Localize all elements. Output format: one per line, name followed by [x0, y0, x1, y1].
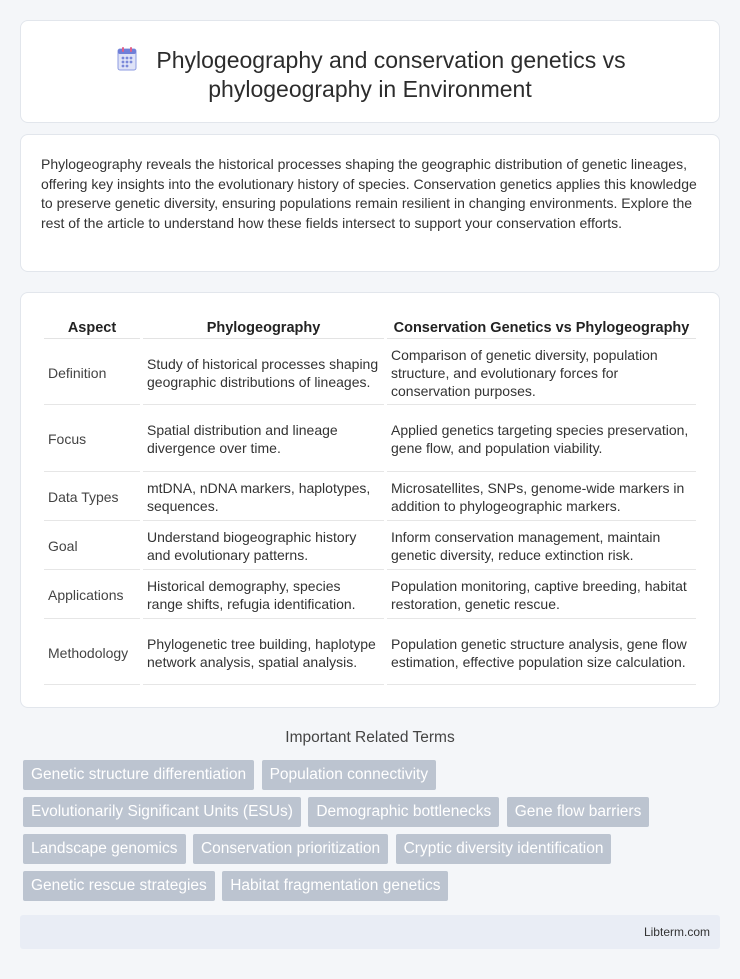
- related-term-tag[interactable]: Genetic structure differentiation: [23, 760, 254, 790]
- related-term-tag[interactable]: Gene flow barriers: [507, 797, 650, 827]
- table-row: [44, 572, 696, 619]
- table-row: [44, 407, 696, 472]
- title-line-2: phylogeography in Environment: [208, 76, 532, 102]
- related-terms-title: Important Related Terms: [285, 729, 455, 746]
- footer: [20, 915, 720, 949]
- table-cell: Applied genetics targeting species preservation, gene flow, and population viability.: [387, 407, 696, 472]
- comparison-table: [41, 315, 699, 687]
- column-header-phylogeography: Phylogeography: [143, 317, 384, 339]
- table-cell-aspect: Goal: [44, 523, 140, 570]
- table-cell: Inform conservation management, maintain genetic diversity, reduce extinction risk.: [387, 523, 696, 570]
- related-term-tag[interactable]: Landscape genomics: [23, 834, 186, 864]
- table-cell: Study of historical processes shaping geographic distributions of lineages.: [143, 341, 384, 405]
- intro-paragraph: Phylogeography reveals the historical processes shaping the geographic distribution of genetic lineages, offering key insights into the evolutionary history of species. Conservation genetics applies this knowledge to preserve genetic diversity, ensuring populations remain resilient in changing environments. Explore the rest of the article to understand how these fields intersect to support your conservation efforts.: [41, 156, 697, 231]
- table-cell: Phylogenetic tree building, haplotype network analysis, spatial analysis.: [143, 621, 384, 685]
- related-terms-list: [23, 760, 713, 908]
- table-row: [44, 474, 696, 521]
- column-header-conservation-genetics: Conservation Genetics vs Phylogeography: [387, 317, 696, 339]
- footer-site-link[interactable]: Libterm.com: [643, 925, 710, 939]
- tag-row: [23, 797, 713, 834]
- table-cell-aspect: Data Types: [44, 474, 140, 521]
- table-cell: Population genetic structure analysis, gene flow estimation, effective population size calculation.: [387, 621, 696, 685]
- table-cell-aspect: Focus: [44, 407, 140, 472]
- tag-row: [23, 871, 713, 908]
- table-row: [44, 621, 696, 685]
- page-title: [21, 46, 719, 104]
- table-cell: Microsatellites, SNPs, genome-wide markers in addition to phylogeographic markers.: [387, 474, 696, 521]
- related-term-tag[interactable]: Demographic bottlenecks: [308, 797, 499, 827]
- title-line-1: Phylogeography and conservation genetics vs: [156, 47, 626, 73]
- table-cell: Understand biogeographic history and evolutionary patterns.: [143, 523, 384, 570]
- related-term-tag[interactable]: Evolutionarily Significant Units (ESUs): [23, 797, 301, 827]
- comparison-table-card: [20, 292, 720, 708]
- tag-row: [23, 834, 713, 871]
- tag-row: [23, 760, 713, 797]
- column-header-aspect: Aspect: [44, 317, 140, 339]
- book-icon: [114, 46, 140, 72]
- table-row: [44, 341, 696, 405]
- intro-card: [20, 134, 720, 272]
- related-term-tag[interactable]: Habitat fragmentation genetics: [222, 871, 448, 901]
- table-cell-aspect: Applications: [44, 572, 140, 619]
- table-row: [44, 523, 696, 570]
- table-cell-aspect: Methodology: [44, 621, 140, 685]
- header-card: [20, 20, 720, 123]
- table-cell: Comparison of genetic diversity, population structure, and evolutionary forces for conservation purposes.: [387, 341, 696, 405]
- table-cell: Historical demography, species range shifts, refugia identification.: [143, 572, 384, 619]
- table-cell: Spatial distribution and lineage divergence over time.: [143, 407, 384, 472]
- related-term-tag[interactable]: Conservation prioritization: [193, 834, 388, 864]
- related-term-tag[interactable]: Cryptic diversity identification: [396, 834, 612, 864]
- related-term-tag[interactable]: Genetic rescue strategies: [23, 871, 215, 901]
- table-cell: mtDNA, nDNA markers, haplotypes, sequences.: [143, 474, 384, 521]
- table-cell-aspect: Definition: [44, 341, 140, 405]
- related-term-tag[interactable]: Population connectivity: [262, 760, 437, 790]
- table-header-row: [44, 317, 696, 339]
- table-cell: Population monitoring, captive breeding, habitat restoration, genetic rescue.: [387, 572, 696, 619]
